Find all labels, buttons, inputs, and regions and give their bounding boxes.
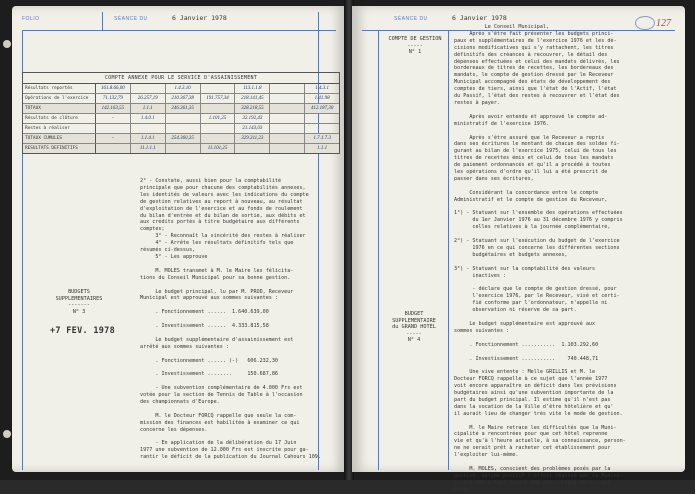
text-line: mission des finances est habilitée à examiner ce qui [140,419,300,426]
text-line: les opérations d'ordre qu'il lui a été prescrit de [454,169,608,176]
text-line: M. MOLES transmet à M. le Maire les félicita- [140,267,294,274]
text-line: concerne les dépenses. [140,426,208,433]
table-cell: 328.218,55 [235,104,270,113]
text-line: comptes de tiers, ainsi que l'état de l'Actif, l'état [454,86,617,93]
text-line [454,418,626,425]
text-line: fié conforme par l'ordonnateur, n'appelle ni [454,300,608,307]
table-cell [201,84,236,93]
text-line: Une vive entente : Melle GRILLIS et M. le [454,369,596,376]
text-line: ne ne serait prêt à racheter cet établissement pour [454,445,611,452]
text-line: paux et supplémentaires de l'exercice 1976 et les dé- [454,37,617,44]
text-line: Le budget principal, lu par M. PROD, Receveur [140,288,294,295]
table-cell: 218.141,45 [235,94,270,103]
table-cell [270,94,305,103]
text-line: Municipal accompagné des états de développement des [454,79,611,86]
table-cell: 412.187,30 [310,106,334,111]
table-cell: - [96,134,131,143]
text-line: les identités de valeurs avec les indications du compte [140,191,309,198]
row-label: Opérations de l'exercice [23,94,96,103]
text-line [454,335,626,342]
right-page [352,6,685,493]
table-cell [270,84,305,93]
table-cell [305,114,339,123]
table-cell [270,144,305,153]
text-line: titres de recettes émis et celui de tous les mandats [454,155,614,162]
table-cell [270,104,305,113]
table-cell: 1.4.3.1 [315,86,329,91]
text-line: . Fonctionnement ...... 1.640.639,00 [140,309,269,316]
text-line: Administratif et le compte de gestion du Receveur, [454,196,608,203]
text-line: budgétaires et budgets annexes, [454,251,568,258]
text-line: de gestion relatives au report à nouveau, au résultat [140,198,303,205]
text-line: inactives : [454,272,507,279]
text-line: d'exploitation de l'exercice et au fonds de roulement [140,205,303,212]
table-cell: 1.41.98 [314,96,330,101]
row-label: Restes à réaliser [23,124,96,133]
text-line [140,406,321,413]
text-line: comptes; [140,226,165,233]
text-line: . Investissement ...... 4.333.815,58 [140,323,269,330]
table-title: COMPTE ANNEXE POUR LE SERVICE D'ASSAINISSEMENT [23,73,339,84]
table-cell [270,124,305,133]
text-line [454,183,626,190]
text-line: bordereaux de titres de recettes, les bordereaux des [454,65,614,72]
table-cell: 210.367,38 [166,94,201,103]
text-line [454,362,626,369]
table-cell [201,104,236,113]
text-line: gestion, estime positif l'effort réalisé par la Munici- [454,472,623,479]
table-cell: 1.4.3.10 [166,84,201,93]
text-line: l'exercice 1976, par le Receveur, visé et certi- [454,293,620,300]
session-label: SÉANCE DU [114,16,148,22]
folio-stamp-icon [635,16,655,30]
text-line: - En application de la délibération du 17 Juin [140,440,297,447]
text-line: budgétaires ainsi qu'une subvention importante de la [454,390,614,397]
binding-hole [3,40,11,48]
table-row [23,104,339,114]
table-cell [201,124,236,133]
text-line [140,316,321,323]
text-line [454,259,626,266]
text-line: M. le Docteur FORCQ rappelle que seule la com- [140,412,297,419]
text-line: Après s'être assuré que le Receveur a repris [454,134,605,141]
text-line: . Investissement ........ 150.687,86 [140,371,279,378]
table-cell [131,124,166,133]
table-cell: 11.101,25 [201,144,236,153]
text-line: 2° - Constate, aussi bien pour la comptabilité [140,178,282,184]
session-date: 6 Janvier 1978 [452,14,507,22]
table-cell: 1.1.1 [317,146,328,151]
text-line [140,364,321,371]
table-cell [166,124,201,133]
text-line: 2°) - Statuant sur l'exécution du budget de l'exercice [454,238,620,245]
left-body-text [140,178,321,461]
text-line: Le budget supplémentaire d'assainissement est [140,336,294,343]
text-line: part du budget principal. Il estime qu'il n'est pas [454,396,611,403]
table-cell: 11.1.1.1 [131,144,166,153]
text-line: palité qui a fait face à une défaillance du secteur [454,479,611,486]
text-line: Le Conseil Municipal, [454,24,550,30]
table-cell: 1.7.1.7.3 [313,136,331,141]
text-line: définitifs des créances à recouvrer, le détail des [454,51,608,58]
table-cell [131,84,166,93]
text-line: restes à payer. [454,99,501,106]
text-line: tions du Conseil Municipal pour sa bonne gestion. [140,274,291,281]
table-cell: 254.360,35 [166,134,201,143]
text-line: l'exploiter lui-même. [454,452,519,459]
table-cell: 32.192,43 [235,114,270,123]
table-row [23,124,339,134]
table-row [23,94,339,104]
table-cell: - [96,114,131,123]
margin-note-budgets: BUDGETS SUPPLEMENTAIRES ------- N° 3 [55,289,103,315]
text-line: sommes suivantes : [454,327,510,334]
date-stamp: +7 FEV. 1978 [50,326,116,336]
text-line: cipalité a rencontrées pour que cet hôtel reprenne [454,431,608,438]
table-cell: 21.143,03 [235,124,270,133]
margin-note-grand-hotel: BUDGET SUPPLEMENTAIRE du GRAND HOTEL ----- N° 4 [392,311,436,343]
text-line [454,128,626,135]
text-line: . Investissement ........... 740.448,71 [454,355,599,362]
table-cell [270,134,305,143]
text-line: du bilan d'entrée et du bilan de sortie, aux débits et [140,212,306,219]
text-line: 4° - Arrête les résultats définitifs tels que [140,240,294,247]
table-cell [96,144,131,153]
text-line: du 1er Janvier 1976 au 31 décembre 1976 y compris [454,217,623,224]
session-label: SÉANCE DU [394,16,428,22]
text-line: dans la vocation de la Ville d'être hôtelière et qu' [454,403,614,410]
table-cell [270,114,305,123]
text-line: résumés ci-dessus, [140,247,196,254]
text-line [140,261,321,268]
text-line: rantir le déficit de la publication du Journal Cahours 109. [140,454,321,461]
text-line: - Une subvention complémentaire de 4.000 Frs est [140,385,303,392]
table-row [23,144,339,153]
text-line: dépenses effectuées et celui des mandats délivrés, les [454,58,620,65]
table-cell: 191.757,34 [201,94,236,103]
table-cell [166,144,201,153]
row-label: Résultats reportés [23,84,96,93]
assainissement-table [22,72,340,154]
text-line: principale que pour chacune des comptabilités annexes, [140,184,306,191]
text-line [454,349,626,356]
table-row [23,134,339,144]
text-line: 3° - Reconnaît la sincérité des restes à réaliser [140,233,306,240]
text-line: gurant au bilan de l'exercice 1975, celui de tous les [454,148,617,155]
text-line [454,314,626,321]
text-line: 1°) - Statuant sur l'ensemble des opérations effectuées [454,210,623,217]
text-line: celles relatives à la journée complémentaire, [454,224,611,231]
text-line: Municipal est approuvé aux sommes suivantes : [140,295,279,302]
text-line: ministratif de l'exercice 1976. [454,120,550,127]
text-line: 1976 en ce qui concerne les différentes sections [454,245,620,251]
text-line: de paiement ordonnancés et qu'il a procédé à toutes [454,162,611,169]
text-line: vie et qu'à l'heure actuelle, à sa connaissance, person- [454,438,626,445]
text-line: observation ni réserve de sa part. [454,307,577,314]
text-line: 5° - Les approuve [140,253,208,260]
table-cell [201,134,236,143]
text-line [140,330,321,337]
table-cell: 142.163,55 [96,104,131,113]
table-cell: 246.361,35 [166,104,201,113]
left-margin-line [378,30,379,470]
text-line [140,351,321,358]
text-line: passer dans ses écritures, [454,175,534,182]
text-line: Le budget supplémentaire est approuvé aux [454,320,596,327]
text-line: - déclare que le compte de gestion dressé, pour [454,286,617,293]
table-cell [305,124,339,133]
left-page [12,6,346,472]
table-cell: 1.4.0.1 [131,114,166,123]
table-cell [166,114,201,123]
table-cell: 71.132,79 [96,94,131,103]
text-line: dans ses écritures le montant de chacun des soldes fi- [454,141,620,148]
text-line: 1977 une subvention de 12.000 Frs est inscrite pour ga- [140,447,309,454]
text-line: cisions modificatives qui s'y rattachent, les titres [454,44,614,51]
table-cell: 161.8.66,00 [96,84,131,93]
folio-label: FOLIO [22,16,40,22]
row-label: Résultats de clôture [23,114,96,123]
margin-column-line [448,30,449,470]
margin-note-compte-gestion: COMPTE DE GESTION ----- N° 1 [388,36,442,55]
text-line: Docteur FORCQ rappelle à ce sujet que l'année 1977 [454,376,608,383]
binding-hole [3,430,11,438]
table-cell: 329.311,23 [235,134,270,143]
text-line: mandats, le compte de gestion dressé par le Receveur [454,72,614,79]
text-line: aux crédits portés à titre budgétaire aux différents [140,219,300,226]
text-line: M. MOLES, conscient des problèmes posés par la [454,466,611,472]
table-row [23,84,339,94]
text-line: Après s'être fait présenter les budgets princi- [454,30,614,37]
row-label: RESULTATS DEFINITIFS [23,144,96,153]
text-line: Après avoir entendu et approuvé le compte ad- [454,113,608,120]
text-line: 3°) - Statuant sur la comptabilité des valeurs [454,265,596,272]
text-line: . Fonctionnement ........... 1.103.292,60 [454,341,599,348]
text-line: voit encore apparaître un déficit dans les prévisions [454,383,617,390]
table-cell [235,144,270,153]
row-label: TOTAUX CUMULES [23,134,96,143]
row-label: TOTAUX [23,104,96,113]
table-cell: 26.257,19 [131,94,166,103]
text-line: . Fonctionnement ...... (-) 606.232,30 [140,357,279,364]
text-line [140,282,321,289]
text-line: il aurait lieu de changer très vite le mode de gestion. [454,410,623,417]
text-line: arrêté aux sommes suivantes : [140,343,229,350]
left-header [22,12,336,31]
table-row [23,114,339,124]
text-line: votée pour la section de Tennis de Table à l'occasion [140,392,303,399]
text-line: privé. [454,486,473,493]
text-line [140,302,321,309]
text-line: des championnats d'Europe. [140,399,220,405]
text-line [454,107,626,114]
session-date: 6 Janvier 1978 [172,14,227,22]
text-line [454,459,626,466]
header-divider [102,12,103,30]
table-cell [96,124,131,133]
folio-number: 127 [656,18,671,29]
right-body-text [454,24,626,494]
text-line: M. le Maire retrace les difficultés que la Muni- [454,424,617,431]
table-cell: 1.1.4.1 [131,134,166,143]
table-cell: 113.1.1.8 [235,84,270,93]
text-line: Considérant la concordance entre le compte [454,189,599,196]
table-cell: 1.1.1 [131,104,166,113]
text-line: du Passif, l'état des restes à recouvrer et l'état des [454,93,620,100]
table-cell: 1.101,25 [201,114,236,123]
